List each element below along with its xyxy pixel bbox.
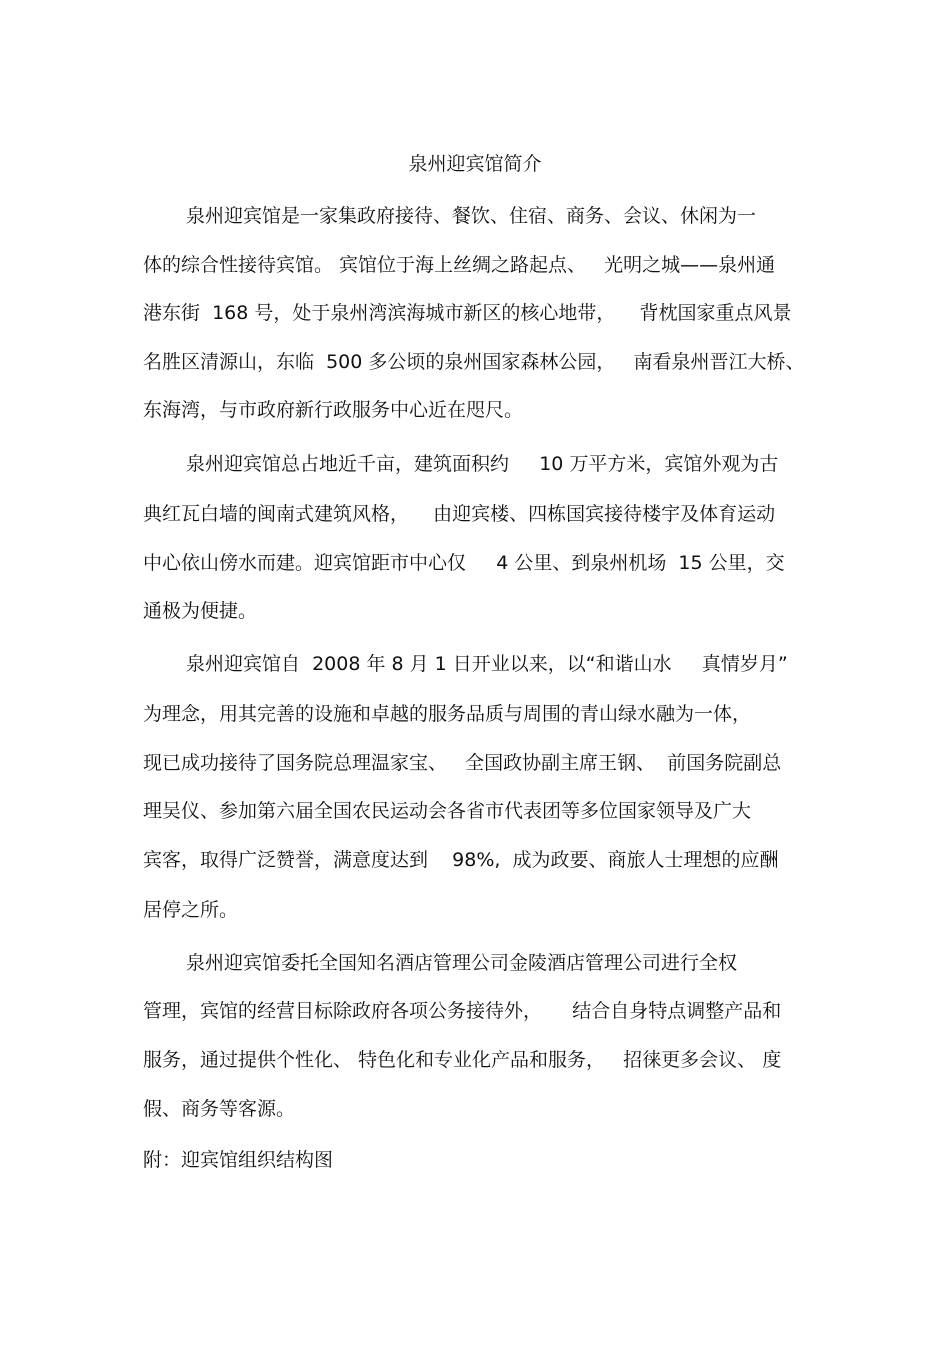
paragraph-2-line-4: 通极为便捷。 — [143, 600, 258, 622]
paragraph-4-line-3: 服务，通过提供个性化、 特色化和专业化产品和服务， 招徕更多会议、 度 — [143, 1049, 782, 1071]
paragraph-3-line-5: 宾客，取得广泛赞誉，满意度达到 98%, 成为政要、商旅人士理想的应酬 — [143, 849, 779, 871]
paragraph-4-line-2: 管理，宾馆的经营目标除政府各项公务接待外， 结合自身特点调整产品和 — [143, 1000, 782, 1022]
paragraph-1-line-2: 体的综合性接待宾馆。 宾馆位于海上丝绸之路起点、 光明之城——泉州通 — [143, 254, 776, 276]
paragraph-1-line-4: 名胜区清源山，东临 500 多公顷的泉州国家森林公园， 南看泉州晋江大桥、 — [143, 351, 805, 373]
paragraph-1-line-1: 泉州迎宾馆是一家集政府接待、餐饮、住宿、商务、会议、休闲为一 — [186, 205, 757, 227]
paragraph-4-line-4: 假、商务等客源。 — [143, 1098, 296, 1120]
paragraph-1-line-3: 港东街 168 号，处于泉州湾滨海城市新区的核心地带， 背枕国家重点风景 — [143, 302, 792, 324]
paragraph-2-line-3: 中心依山傍水而建。迎宾馆距市中心仅 4 公里、到泉州机场 15 公里，交 — [143, 552, 785, 574]
paragraph-3-line-3: 现已成功接待了国务院总理温家宝、 全国政协副主席王钢、 前国务院副总 — [143, 752, 782, 774]
paragraph-2-line-1: 泉州迎宾馆总占地近千亩，建筑面积约 10 万平方米，宾馆外观为古 — [186, 453, 779, 475]
paragraph-1-line-5: 东海湾，与市政府新行政服务中心近在咫尺。 — [143, 399, 524, 421]
paragraph-2-line-2: 典红瓦白墙的闽南式建筑风格， 由迎宾楼、四栋国宾接待楼宇及体育运动 — [143, 503, 776, 525]
paragraph-3-line-6: 居停之所。 — [143, 899, 239, 921]
paragraph-4-line-1: 泉州迎宾馆委托全国知名酒店管理公司金陵酒店管理公司进行全权 — [186, 952, 738, 974]
appendix-note: 附：迎宾馆组织结构图 — [143, 1149, 334, 1171]
paragraph-3-line-1: 泉州迎宾馆自 2008 年 8 月 1 日开业以来，以“和谐山水 真情岁月” — [186, 653, 788, 675]
page-title: 泉州迎宾馆简介 — [408, 153, 542, 175]
paragraph-3-line-4: 理吴仪、参加第六届全国农民运动会各省市代表团等多位国家领导及广大 — [143, 800, 752, 822]
paragraph-3-line-2: 为理念，用其完善的设施和卓越的服务品质与周围的青山绿水融为一体， — [143, 703, 752, 725]
